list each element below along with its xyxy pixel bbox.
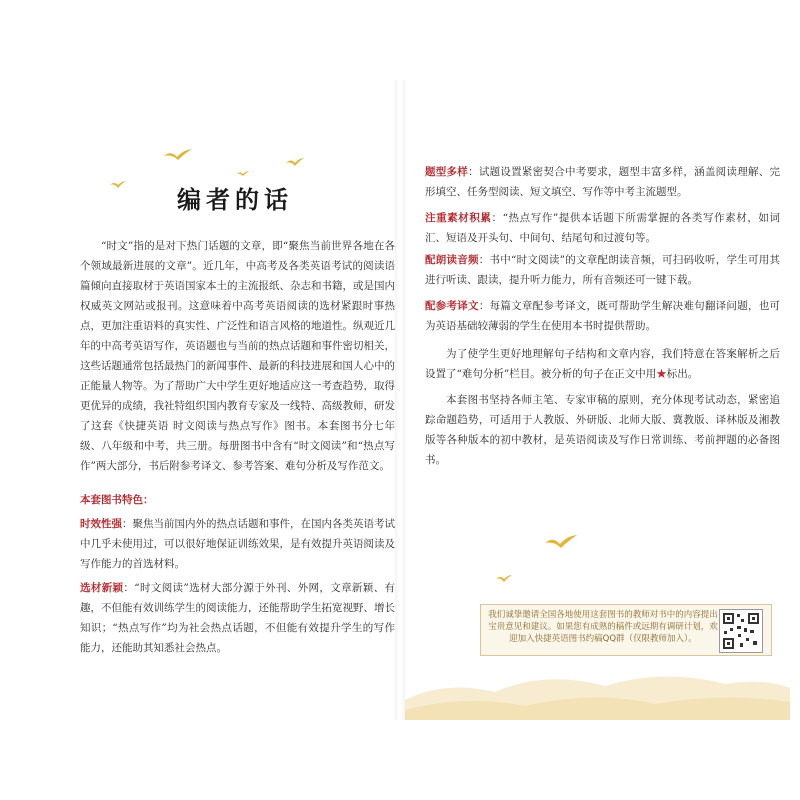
feature-timeliness xyxy=(80,514,395,574)
feature-question-types xyxy=(425,162,780,202)
page-title: 编者的话 xyxy=(177,185,293,214)
bird-icon xyxy=(109,180,127,189)
star-icon: ★ xyxy=(656,368,667,380)
feature-text: ：每篇文章配参考译文，既可帮助学生解决难句翻译问题，也可为英语基础较薄弱的学生在使用本书时提供帮助。 xyxy=(425,300,780,332)
feature-audio xyxy=(425,250,780,290)
invitation-text: 我们诚挚邀请全国各地使用这套图书的教师对书中的内容提出宝贵意见和建议。如果您有成熟的稿件或远期有调研计划，欢迎加入快捷英语图书约稿QQ群（仅限教师加入）。 xyxy=(488,610,718,644)
feature-label: 选材新颖 xyxy=(80,582,124,594)
bird-icon xyxy=(236,170,250,177)
features-heading-text: 本套图书特色： xyxy=(80,494,154,506)
feature-translation xyxy=(425,296,780,336)
bird-icon xyxy=(285,157,305,167)
feature-label: 配参考译文 xyxy=(425,300,479,312)
feature-label: 题型多样 xyxy=(425,166,469,178)
qr-code-icon[interactable] xyxy=(719,609,763,653)
feature-label: 时效性强 xyxy=(80,518,122,530)
hills-decoration xyxy=(405,660,790,720)
feature-text: ：“时文阅读”选材大部分源于外刊、外网，文章新颖、有趣，不但能有效训练学生的阅读能力，还能帮助学生拓宽视野、增长知识；“热点写作”均为社会热点话题，不但能有效提升学生的写作能力，还能助其知悉社会热点。 xyxy=(80,582,395,654)
book-gutter xyxy=(395,80,405,720)
teacher-invitation-box xyxy=(480,604,772,656)
features-heading xyxy=(80,490,395,510)
feature-label: 配朗读音频 xyxy=(425,254,479,266)
paragraph-text: 标出。 xyxy=(666,368,699,380)
feature-text: ：“热点写作”提供本话题下所需掌握的各类写作素材，如词汇、短语及开头句、中间句、结尾句和过渡句等。 xyxy=(425,212,780,244)
bird-icon xyxy=(544,534,578,550)
bird-icon xyxy=(495,574,513,583)
paragraph-text: 为了使学生更好地理解句子结构和文章内容，我们特意在答案解析之后设置了“难句分析”栏目。被分析的句子在正文中用 xyxy=(425,348,780,380)
bird-icon xyxy=(163,148,193,162)
intro-paragraph: “时文”指的是对下热门话题的文章，即“聚焦当前世界各地在各个领域最新进展的文章”。近几年，中高考及各类英语考试的阅读语篇倾向直接取材于英语国家本土的主流报纸、杂志和书籍，或是国内权威英文网站或报刊。这意味着中高考英语阅读的选材紧跟时事热点，更加注重语料的真实性、广泛性和语言风格的地道性。纵观近几年的中高考英语写作，英语题也与当前的热点话题和事件密切相关，这些话题通常包括最热门的新闻事件、最新的科技进展和国人心中的正能量人物等。为了帮助广大中学生更好地适应这一考查趋势，取得更优异的成绩，我社特组织国内教育专家及一线特、高级教师，研发了这套《快捷英语 时文阅读与热点写作》图书。本套图书分七年级、八年级和中考，共三册。每册图书中含有“时文阅读”和“热点写作”两大部分，书后附参考译文、参考答案、难句分析及写作范文。 xyxy=(80,240,395,472)
feature-text: ：试题设置紧密契合中考要求，题型丰富多样，涵盖阅读理解、完形填空、任务型阅读、短文填空、写作等中考主流题型。 xyxy=(425,166,780,198)
feature-novel-material xyxy=(80,578,395,658)
difficult-sentence-paragraph xyxy=(425,344,780,384)
feature-label: 注重素材积累 xyxy=(425,212,492,224)
feature-text: ：书中“时文阅读”的文章配朗读音频，可扫码收听，学生可用其进行听读、跟读，提升听力能力，所有音频还可一键下载。 xyxy=(425,254,780,286)
feature-text: ：聚焦当前国内外的热点话题和事件，在国内各类英语考试中几乎未使用过，可以很好地保证训练效果，是有效提升英语阅读及写作能力的首选材料。 xyxy=(80,518,395,570)
feature-material-accumulation xyxy=(425,208,780,248)
editions-paragraph: 本套图书坚持各师主笔、专家审稿的原则，充分体现考试动态，紧密追踪命题趋势，可适用于人教版、外研版、北师大版、冀教版、译林版及湘教版等各种版本的初中教材，是英语阅读及写作日常训练、考前押题的必备图书。 xyxy=(425,394,780,466)
